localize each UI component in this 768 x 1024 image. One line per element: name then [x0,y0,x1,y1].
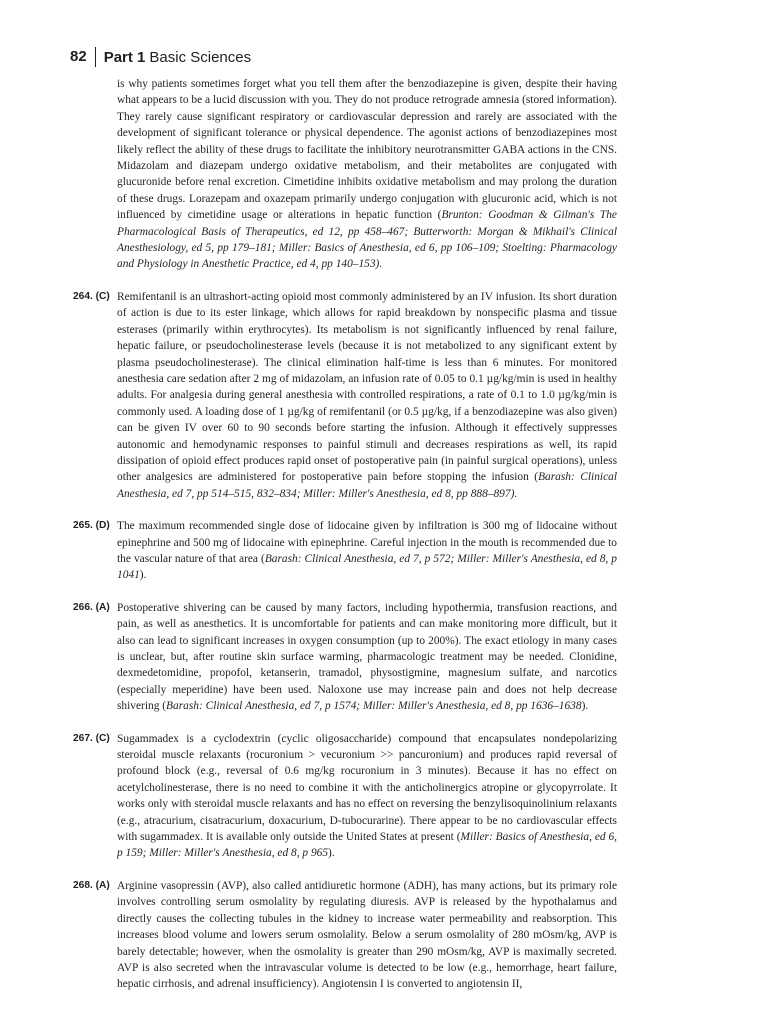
reference-citation: Barash: Clinical Anesthesia, ed 7, pp 514–515, 832–834; Miller: Miller's Anesthesia, ed 8, pp 888–897). [117,471,617,500]
answer-content [73,76,617,993]
answer-number: 268. (A) [73,879,110,891]
answer-explanation [117,289,617,502]
running-header [70,46,251,68]
paragraph-tail: ). [328,847,335,860]
answer-number: 264. (C) [73,290,110,302]
answer-explanation [117,878,617,993]
answer-entry-265 [73,518,617,584]
paragraph-text: Sugammadex is a cyclodextrin (cyclic oligosaccharide) compound that encapsulates nondepolarizing steroidal muscle relaxants (rocuronium > vecuronium >> pancuronium) and produces rapid reversal of profound block (e.g., reversal of 0.6 mg/kg rocuronium in 3 minutes). Because it has no effect on acetylcholinesterase, there is no need to combine it with the anticholinergics atropine or glycopyrrolate. It works only with steroidal muscle relaxants and has no effect on reversing the benzylisoquinolinium relaxants (e.g., atracurium, cisatracurium, doxacurium, D-tubocurarine). There appear to be no cardiovascular effects with sugammadex. It is available only outside the United States at present ( [117,732,617,844]
paragraph-text: Remifentanil is an ultrashort-acting opioid most commonly administered by an IV infusion. Its short duration of action is due to its ester linkage, which allows for rapid breakdown by nonspecific plasma and tissue esterases (primarily within erythrocytes). Its metabolism is not significantly influenced by renal failure, hepatic failure, or pseudocholinesterase levels (because it is not metabolized to any significant extent by plasma pseudocholinesterase). The clinical elimination half-time is less than 6 minutes. For monitored anesthesia care sedation after 2 mg of midazolam, an infusion rate of 0.05 to 0.1 µg/kg/min is used in healthy adults. For analgesia during general anesthesia with controlled respirations, a rate of 0.1 to 1.0 µg/kg/min is commonly used. A loading dose of 1 µg/kg of remifentanil (or 0.5 µg/kg, if a benzodiazepine was also given) can be given IV over 60 to 90 seconds before starting the infusion. Although it effectively suppresses autonomic and hemodynamic responses to painful stimuli and decreases respirations as well, its rapid dissipation of opioid effect produces rapid onset of postoperative pain (in painful surgical operations), unless other analgesics are administered for postoperative pain before stopping the infusion ( [117,290,617,484]
reference-citation: Miller: Basics of Anesthesia, ed 6, p 159; Miller: Miller's Anesthesia, ed 8, p 965 [117,831,617,860]
answer-explanation [117,600,617,715]
answer-number: 266. (A) [73,601,110,613]
answer-entry-268 [73,878,617,993]
reference-citation: Barash: Clinical Anesthesia, ed 7, p 1574; Miller: Miller's Anesthesia, ed 8, pp 1636–1638 [166,700,582,713]
paragraph-tail: ). [581,700,589,713]
paragraph-text: The maximum recommended single dose of lidocaine given by infiltration is 300 mg of lidocaine without epinephrine and 500 mg of lidocaine with epinephrine. Careful injection in the mouth is recommended due to the vascular nature of that area ( [117,520,617,565]
paragraph-text: Arginine vasopressin (AVP), also called antidiuretic hormone (ADH), has many actions, but its primary role involves controlling serum osmolality by regulating diuresis. AVP is released by the hypothalamus and directly causes the collecting tubules in the kidney to increase water permeability and reabsorption. This increases blood volume and lowers serum osmolality. Below a serum osmolality of 280 mOsm/kg, AVP is barely detectable; however, when the osmolality is greater than 290 mOsm/kg, AVP is maximally secreted. AVP is also secreted when the intravascular volume is detected to be low (e.g., hemorrhage, heart failure, hepatic cirrhosis, and adrenal insufficiency). Angiotensin I is converted to angiotensin II, [117,879,617,991]
answer-explanation [117,518,617,584]
answer-number: 267. (C) [73,732,110,744]
answer-number: 265. (D) [73,520,110,532]
answer-explanation [117,731,617,862]
page-number: 82 [70,47,96,67]
reference-citation: Brunton: Goodman & Gilman's The Pharmacological Basis of Therapeutics, ed 12, pp 458–467; Butterworth: Morgan & Mikhail's Clinical Anesthesiology, ed 5, pp 179–181; Miller: Basics of Anesthesia, ed 6, pp 106–109; Stoelting: Pharmacology and Physiology in Anesthetic Practice, ed 4, pp 140–153). [117,209,617,271]
paragraph-text: Postoperative shivering can be caused by many factors, including hypothermia, transfusion reactions, and pain, as well as anesthetics. It is uncomfortable for patients and can make monitoring more difficult, but it also can lead to significant increases in oxygen consumption (up to 200%). The exact etiology in many cases is unclear, but, after routine skin surface warming, pharmacologic treatment may be needed. Clonidine, dexmedetomidine, propofol, ketanserin, tramadol, physostigmine, magnesium sulfate, and narcotics (especially meperidine) have been used. Naloxone use may increase pain and does not help decrease shivering ( [117,601,617,713]
paragraph-tail: ). [139,569,147,582]
part-label: Part 1 [103,48,146,66]
reference-citation: Barash: Clinical Anesthesia, ed 7, p 572; Miller: Miller's Anesthesia, ed 8, p 1041 [117,552,617,582]
continuation-paragraph [117,76,617,273]
part-title: Basic Sciences [149,48,252,66]
answer-entry-266 [73,600,617,715]
paragraph-text: is why patients sometimes forget what you tell them after the benzodiazepine is given, despite their having what appears to be a lucid discussion with you. They do not produce retrograde amnesia (stored information). They rarely cause significant respiratory or cardiovascular depression and rarely are associated with the development of significant tolerance or physical dependence. The agonist actions of benzodiazepines most likely reflect the ability of these drugs to facilitate the inhibitory neurotransmitter GABA actions in the CNS. Midazolam and diazepam undergo oxidative metabolism, and their metabolites are conjugated with glucuronide before renal excretion. Cimetidine inhibits oxidative metabolism and may prolong the duration of these drugs. Lorazepam and oxazepam primarily undergo conjugation with glucuronic acid, which is not influenced by cimetidine usage or alterations in hepatic function ( [117,78,617,222]
answer-entry-264 [73,289,617,502]
answer-entry-267 [73,731,617,862]
